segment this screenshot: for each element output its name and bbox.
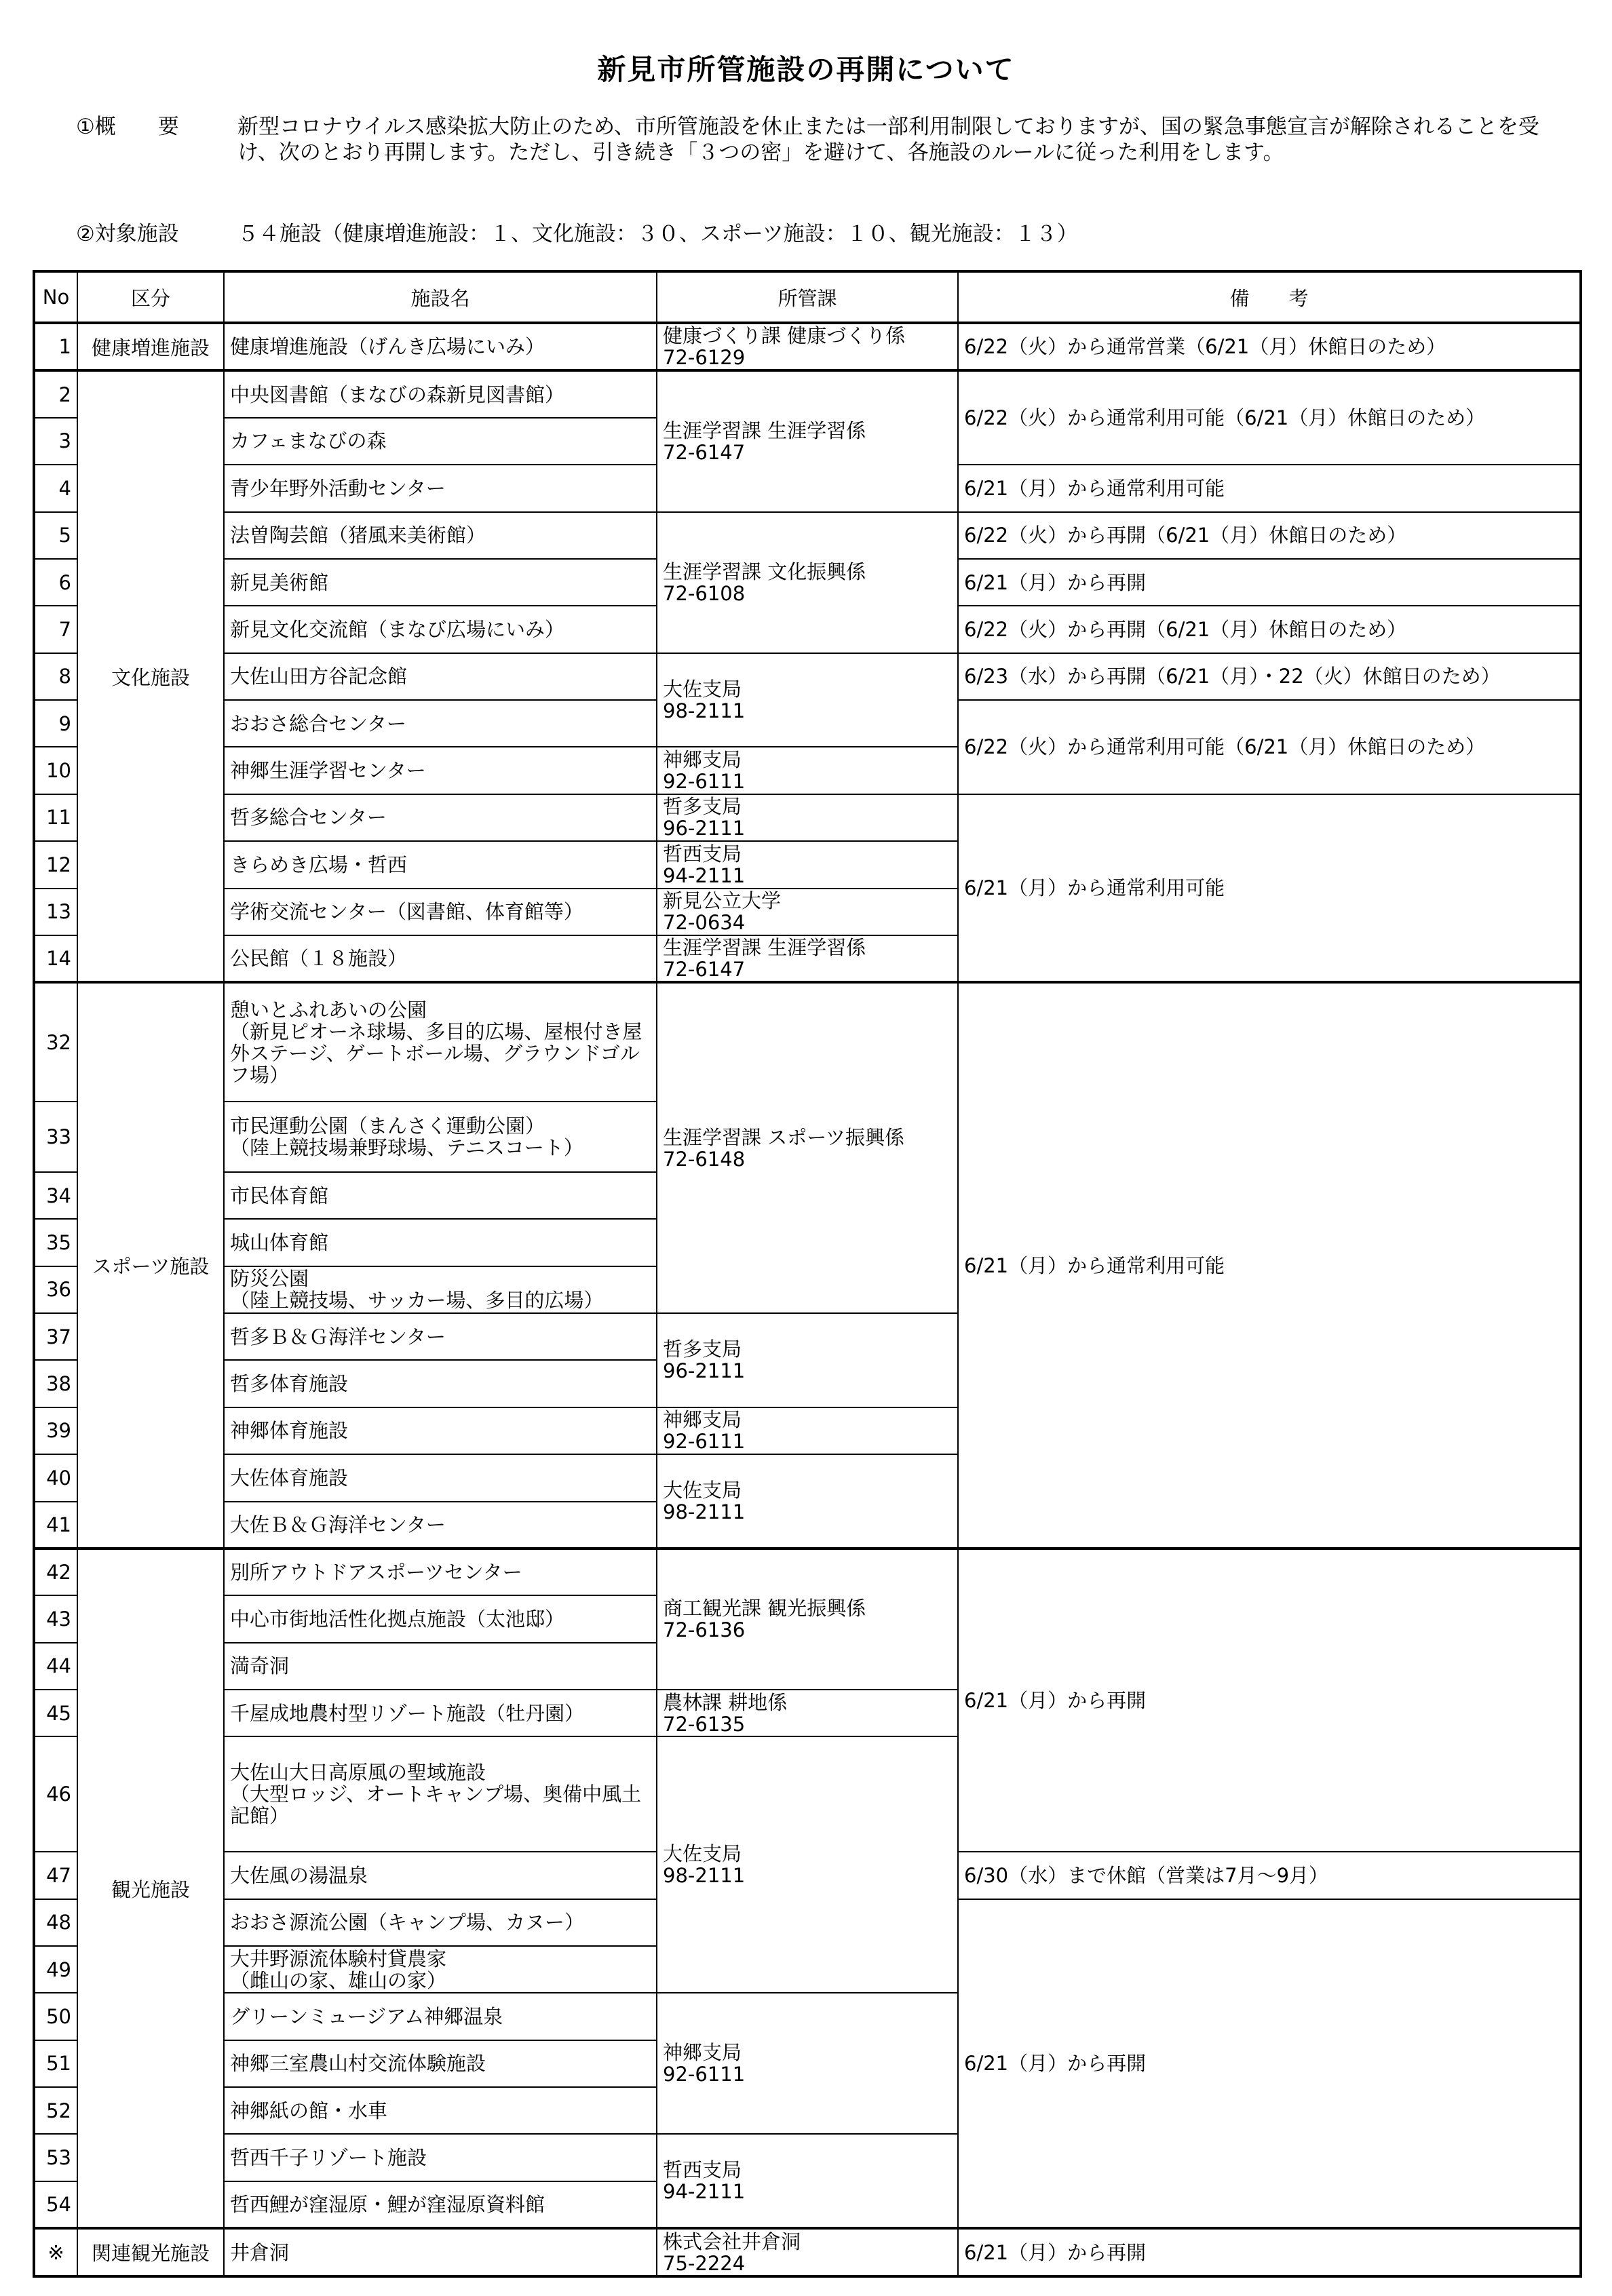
facility-name: 中心市街地活性化拠点施設（太池邸）: [224, 1595, 657, 1642]
row-no: 38: [34, 1360, 77, 1407]
note-cell: 6/21（月）から通常利用可能: [958, 982, 1581, 1549]
facility-name: 公民館（１８施設）: [224, 935, 657, 982]
office-cell: 哲多支局 96-2111: [657, 794, 958, 841]
overview-label: ①概 要: [76, 115, 179, 139]
facility-name: カフェまなびの森: [224, 418, 657, 465]
note-cell: 6/22（火）から通常利用可能（6/21（月）休館日のため）: [958, 370, 1581, 465]
note-cell: 6/22（火）から再開（6/21（月）休館日のため）: [958, 606, 1581, 653]
facility-name: 哲多体育施設: [224, 1360, 657, 1407]
table-row: [34, 653, 1581, 700]
header-office: 所管課: [657, 271, 958, 323]
note-cell: 6/22（火）から通常利用可能（6/21（月）休館日のため）: [958, 700, 1581, 794]
office-cell: 農林課 耕地係 72-6135: [657, 1690, 958, 1736]
facility-name: グリーンミュージアム神郷温泉: [224, 1993, 657, 2040]
office-cell: 神郷支局 92-6111: [657, 1993, 958, 2134]
note-cell: 6/21（月）から再開: [958, 1549, 1581, 1852]
header-no: No: [34, 271, 77, 323]
office-cell: 生涯学習課 生涯学習係 72-6147: [657, 935, 958, 982]
office-cell: 哲西支局 94-2111: [657, 841, 958, 888]
office-cell: 大佐支局 98-2111: [657, 1454, 958, 1549]
facility-name: きらめき広場・哲西: [224, 841, 657, 888]
table-row: [34, 982, 1581, 1102]
row-no: 8: [34, 653, 77, 700]
facility-name: おおさ源流公園（キャンプ場、カヌー）: [224, 1899, 657, 1946]
row-no: 48: [34, 1899, 77, 1946]
facility-name: 大佐山大日高原風の聖域施設 （大型ロッジ、オートキャンプ場、奥備中風土記館）: [224, 1736, 657, 1852]
row-no: 4: [34, 465, 77, 511]
facility-name: 哲西鯉が窪湿原・鯉が窪湿原資料館: [224, 2181, 657, 2228]
facility-name: 大佐体育施設: [224, 1454, 657, 1501]
facility-name: 大井野源流体験村貸農家 （雌山の家、雄山の家）: [224, 1946, 657, 1993]
office-cell: 健康づくり課 健康づくり係 72-6129: [657, 323, 958, 370]
row-no: 37: [34, 1313, 77, 1360]
facility-name: 大佐山田方谷記念館: [224, 653, 657, 700]
facilities-table: [33, 270, 1582, 2278]
row-no: 33: [34, 1102, 77, 1172]
facility-name: 健康増進施設（げんき広場にいみ）: [224, 323, 657, 370]
row-no: 49: [34, 1946, 77, 1993]
target-text: ５４施設（健康増進施設：１、文化施設：３０、スポーツ施設：１０、観光施設：１３）: [237, 222, 1078, 246]
facility-name: 哲西千子リゾート施設: [224, 2134, 657, 2181]
target-label: ②対象施設: [76, 222, 179, 246]
table-row: [34, 323, 1581, 370]
row-no: 32: [34, 982, 77, 1102]
row-no: 2: [34, 370, 77, 417]
note-cell: 6/21（月）から再開: [958, 2228, 1581, 2276]
header-category: 区分: [77, 271, 224, 323]
facility-name: おおさ総合センター: [224, 700, 657, 747]
facility-name: 哲多総合センター: [224, 794, 657, 841]
row-no: 40: [34, 1454, 77, 1501]
office-cell: 神郷支局 92-6111: [657, 747, 958, 794]
facility-name: 別所アウトドアスポーツセンター: [224, 1549, 657, 1595]
facility-name: 井倉洞: [224, 2228, 657, 2276]
row-no: 5: [34, 512, 77, 559]
table-row: [34, 370, 1581, 417]
table-row: [34, 2228, 1581, 2276]
office-cell: 哲多支局 96-2111: [657, 1313, 958, 1407]
facility-name: 青少年野外活動センター: [224, 465, 657, 511]
facility-name: 憩いとふれあいの公園 （新見ピオーネ球場、多目的広場、屋根付き屋外ステージ、ゲートボール場、グラウンドゴルフ場）: [224, 982, 657, 1102]
facility-name: 千屋成地農村型リゾート施設（牡丹園）: [224, 1690, 657, 1736]
row-no: 50: [34, 1993, 77, 2040]
row-no: 11: [34, 794, 77, 841]
note-cell: 6/30（水）まで休館（営業は7月～9月）: [958, 1852, 1581, 1899]
row-no: 52: [34, 2087, 77, 2134]
row-no: 39: [34, 1407, 77, 1454]
row-no: 12: [34, 841, 77, 888]
note-cell: 6/21（月）から通常利用可能: [958, 465, 1581, 511]
row-no: 35: [34, 1219, 77, 1266]
note-cell: 6/22（火）から再開（6/21（月）休館日のため）: [958, 512, 1581, 559]
row-no: 34: [34, 1172, 77, 1219]
row-no: 53: [34, 2134, 77, 2181]
row-no: 10: [34, 747, 77, 794]
facility-name: 神郷紙の館・水車: [224, 2087, 657, 2134]
category-cell: 健康増進施設: [77, 323, 224, 370]
facility-name: 神郷生涯学習センター: [224, 747, 657, 794]
office-cell: 株式会社井倉洞 75-2224: [657, 2228, 958, 2276]
facility-name: 神郷三室農山村交流体験施設: [224, 2040, 657, 2087]
header-notes: 備 考: [958, 271, 1581, 323]
table-row: [34, 1549, 1581, 1595]
table-row: [34, 512, 1581, 559]
row-no: 45: [34, 1690, 77, 1736]
facility-name: 大佐Ｂ＆Ｇ海洋センター: [224, 1502, 657, 1549]
row-no: 51: [34, 2040, 77, 2087]
facility-name: 法曽陶芸館（猪風来美術館）: [224, 512, 657, 559]
note-cell: 6/23（水）から再開（6/21（月）・22（火）休館日のため）: [958, 653, 1581, 700]
office-cell: 大佐支局 98-2111: [657, 653, 958, 747]
row-no: 42: [34, 1549, 77, 1595]
facility-name: 市民運動公園（まんさく運動公園） （陸上競技場兼野球場、テニスコート）: [224, 1102, 657, 1172]
row-no: 14: [34, 935, 77, 982]
row-no: 1: [34, 323, 77, 370]
row-no: 54: [34, 2181, 77, 2228]
note-cell: 6/21（月）から再開: [958, 559, 1581, 606]
row-no: 9: [34, 700, 77, 747]
row-no: 43: [34, 1595, 77, 1642]
office-cell: 大佐支局 98-2111: [657, 1736, 958, 1993]
category-cell: 観光施設: [77, 1549, 224, 2228]
facility-name: 城山体育館: [224, 1219, 657, 1266]
category-cell: 文化施設: [77, 370, 224, 982]
office-cell: 商工観光課 観光振興係 72-6136: [657, 1549, 958, 1690]
office-cell: 生涯学習課 生涯学習係 72-6147: [657, 370, 958, 511]
facility-name: 防災公園 （陸上競技場、サッカー場、多目的広場）: [224, 1266, 657, 1313]
facility-name: 新見美術館: [224, 559, 657, 606]
row-no: 36: [34, 1266, 77, 1313]
facility-name: 大佐風の湯温泉: [224, 1852, 657, 1899]
row-no: 7: [34, 606, 77, 653]
office-cell: 生涯学習課 スポーツ振興係 72-6148: [657, 982, 958, 1313]
row-no: 41: [34, 1502, 77, 1549]
facility-name: 哲多Ｂ＆Ｇ海洋センター: [224, 1313, 657, 1360]
row-no: 13: [34, 889, 77, 935]
table-row: [34, 794, 1581, 841]
office-cell: 新見公立大学 72-0634: [657, 889, 958, 935]
header-facility-name: 施設名: [224, 271, 657, 323]
office-cell: 神郷支局 92-6111: [657, 1407, 958, 1454]
row-no: 6: [34, 559, 77, 606]
overview-text: 新型コロナウイルス感染拡大防止のため、市所管施設を休止または一部利用制限しておりますが、国の緊急事態宣言が解除されることを受け、次のとおり再開します。ただし、引き続き「３つの密」を避けて、各施設のルールに従った利用をします。: [237, 115, 1539, 165]
facility-name: 市民体育館: [224, 1172, 657, 1219]
table-header-row: [34, 271, 1581, 323]
facility-name: 神郷体育施設: [224, 1407, 657, 1454]
row-no: ※: [34, 2228, 77, 2276]
facility-name: 新見文化交流館（まなび広場にいみ）: [224, 606, 657, 653]
page-title: 新見市所管施設の再開について: [597, 53, 1015, 86]
office-cell: 生涯学習課 文化振興係 72-6108: [657, 512, 958, 653]
note-cell: 6/22（火）から通常営業（6/21（月）休館日のため）: [958, 323, 1581, 370]
note-cell: 6/21（月）から再開: [958, 1899, 1581, 2229]
row-no: 44: [34, 1643, 77, 1690]
office-cell: 哲西支局 94-2111: [657, 2134, 958, 2228]
facility-name: 学術交流センター（図書館、体育館等）: [224, 889, 657, 935]
category-cell: スポーツ施設: [77, 982, 224, 1549]
row-no: 46: [34, 1736, 77, 1852]
row-no: 3: [34, 418, 77, 465]
note-cell: 6/21（月）から通常利用可能: [958, 794, 1581, 983]
facility-name: 満奇洞: [224, 1643, 657, 1690]
facility-name: 中央図書館（まなびの森新見図書館）: [224, 370, 657, 417]
row-no: 47: [34, 1852, 77, 1899]
category-cell: 関連観光施設: [77, 2228, 224, 2276]
